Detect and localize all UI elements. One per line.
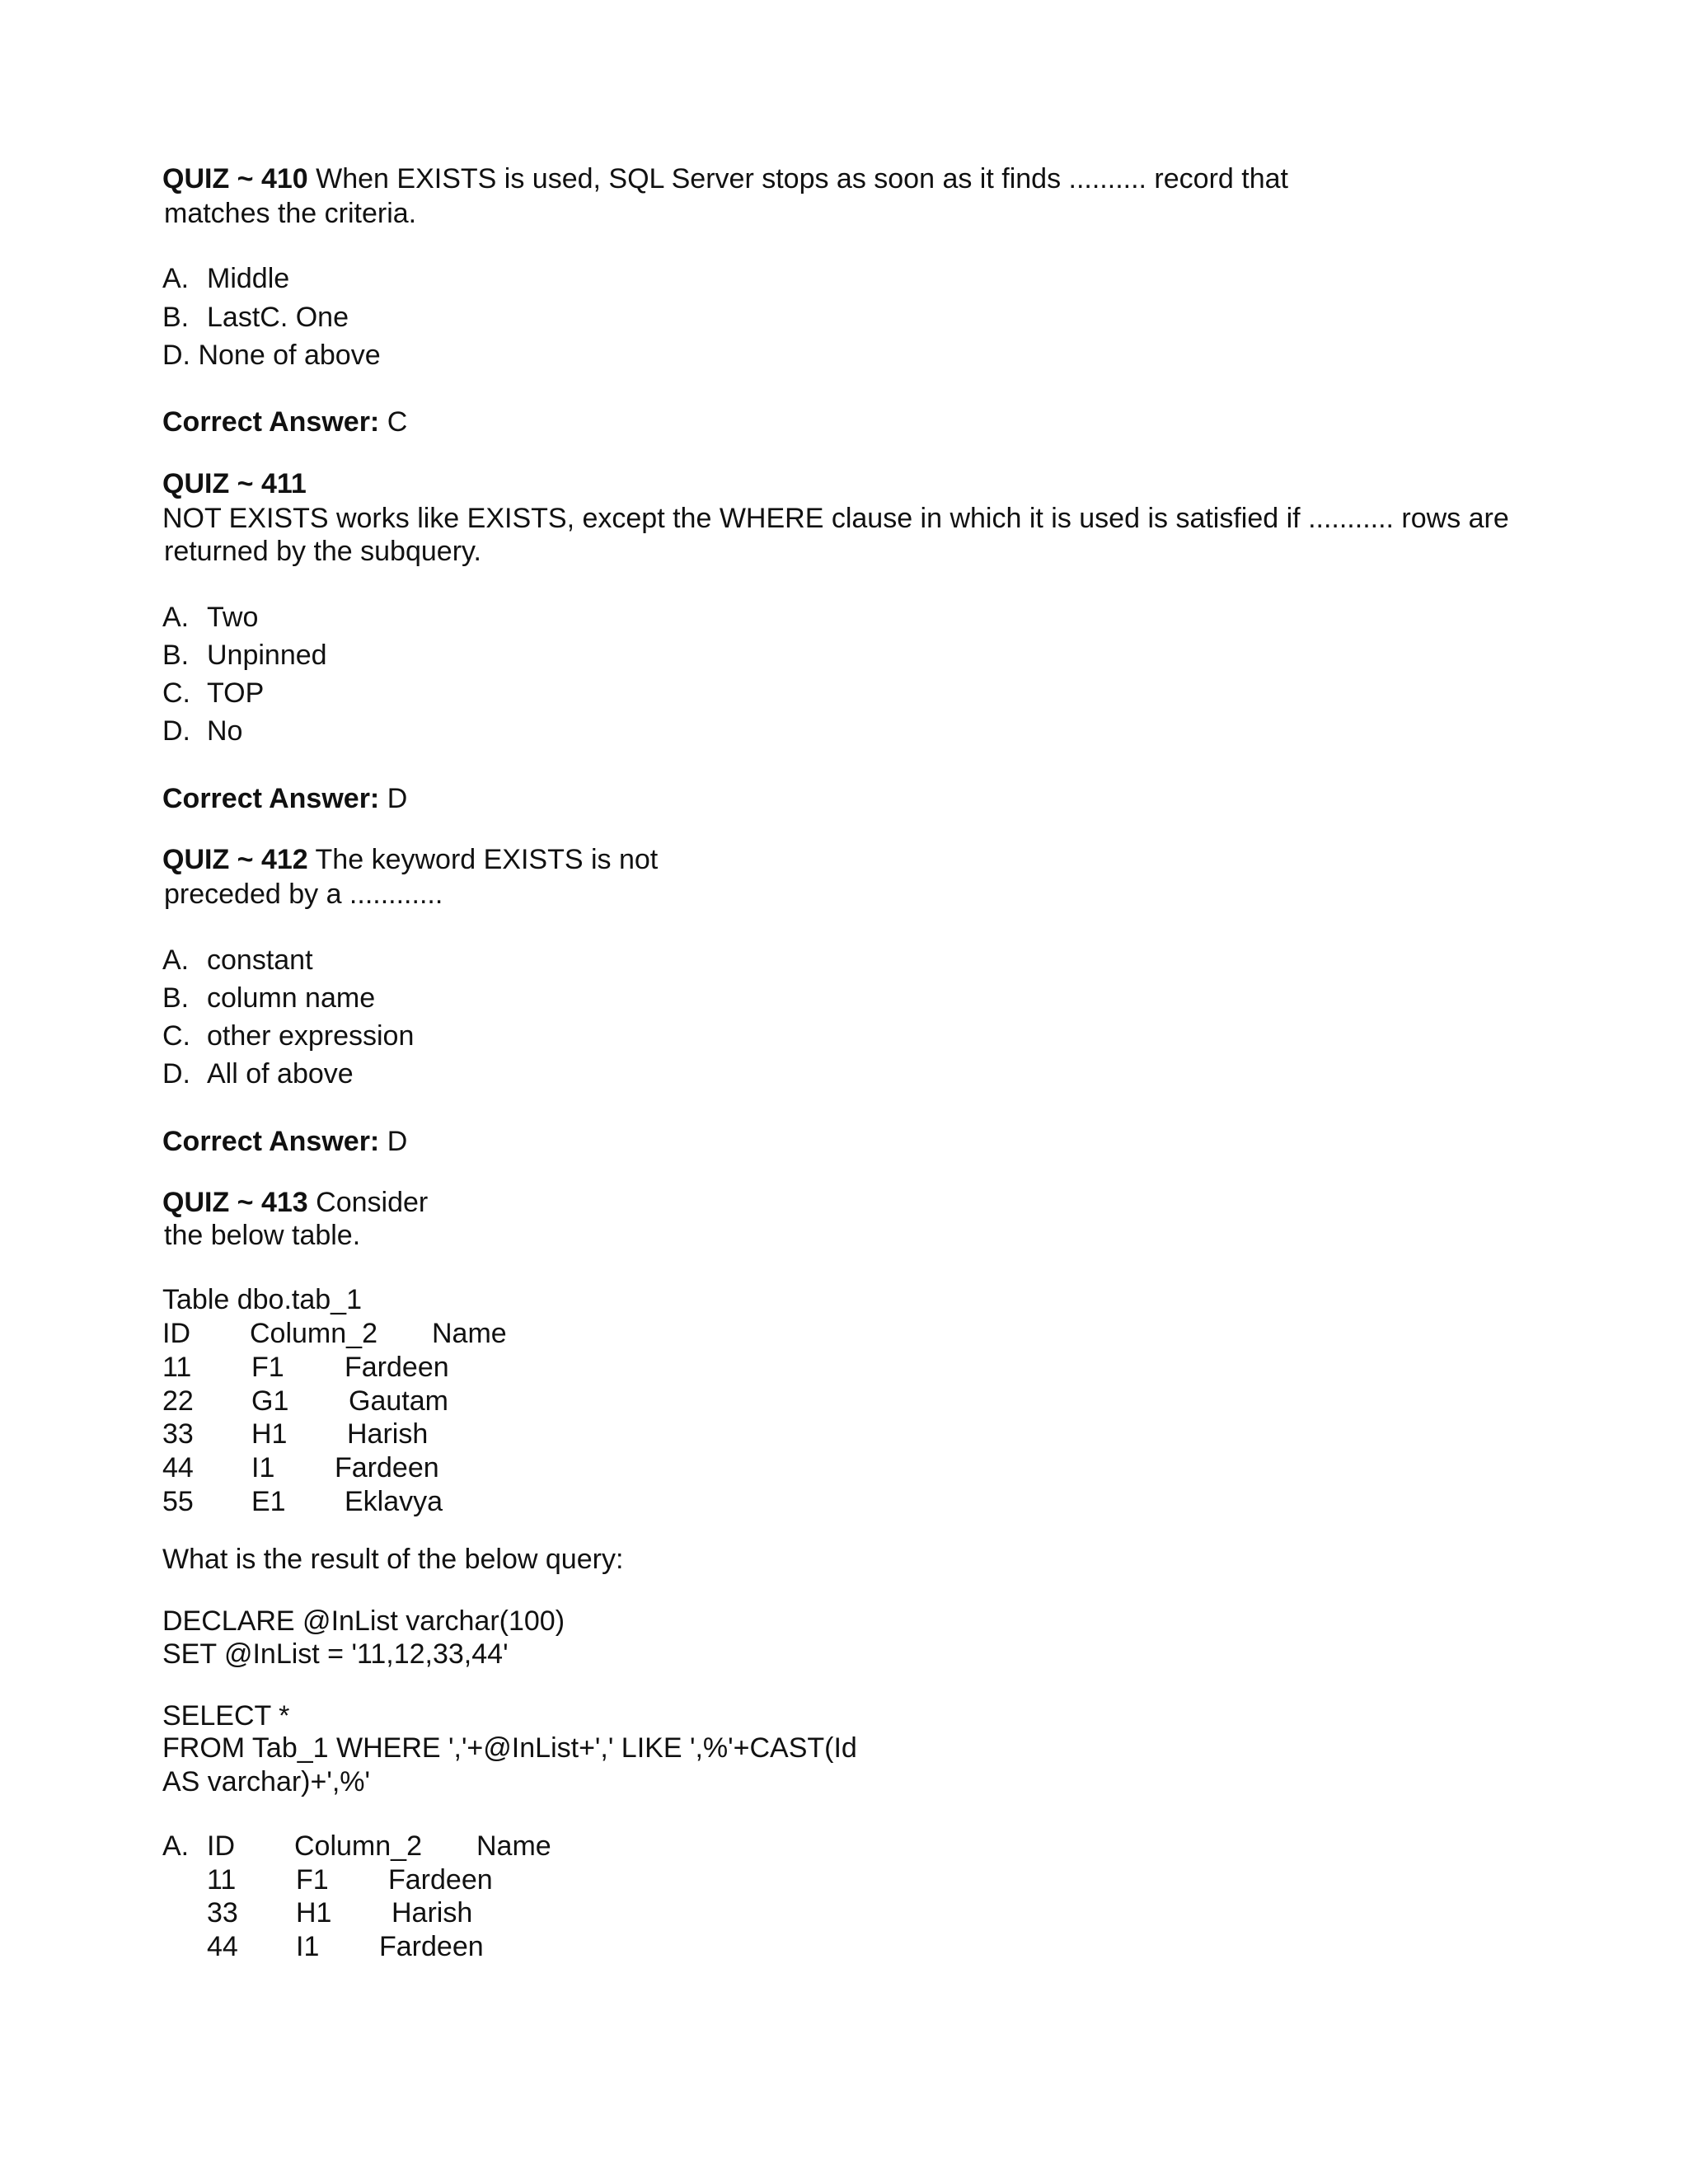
option-text: Unpinned <box>207 640 327 671</box>
option-text: constant <box>207 944 313 976</box>
table-cell: Gautam <box>349 1385 448 1417</box>
quiz-412-option-b <box>162 981 375 1015</box>
option-letter: A. <box>162 263 190 294</box>
option-letter: C. <box>162 1020 190 1052</box>
option-letter: A. <box>162 1830 190 1862</box>
table-cell: H1 <box>296 1897 332 1929</box>
option-letter: D. <box>162 715 190 747</box>
correct-answer-value: D <box>379 783 408 814</box>
option-text: column name <box>207 982 376 1014</box>
option-letter: A. <box>162 944 190 976</box>
code-line-1: DECLARE @InList varchar(100) <box>162 1605 565 1637</box>
quiz-412-correct-answer <box>162 1124 407 1159</box>
table-cell: I1 <box>251 1452 275 1483</box>
table-cell: Harish <box>392 1897 473 1929</box>
option-letter: A. <box>162 602 190 633</box>
table-cell: I1 <box>296 1931 320 1962</box>
correct-answer-value: C <box>379 406 408 438</box>
table-cell: 44 <box>207 1931 238 1962</box>
code-line-4: FROM Tab_1 WHERE ','+@InList+',' LIKE ',%'+CAST(Id <box>162 1732 857 1764</box>
table-cell: Fardeen <box>388 1864 493 1896</box>
table-cell: 44 <box>162 1452 194 1483</box>
table-cell: 22 <box>162 1385 194 1417</box>
quiz-413-question-line-1 <box>162 1185 428 1220</box>
table-cell: 11 <box>162 1352 192 1383</box>
quiz-410-option-b <box>162 300 349 335</box>
quiz-410-question-line-1 <box>162 162 1288 196</box>
table-cell: Fardeen <box>335 1452 439 1483</box>
quiz-412-option-d <box>162 1057 354 1091</box>
option-text: other expression <box>207 1020 415 1052</box>
code-line-5: AS varchar)+',%' <box>162 1766 371 1797</box>
quiz-410-option-a <box>162 261 289 296</box>
quiz-412-question-line-1 <box>162 842 658 877</box>
table-cell: G1 <box>251 1385 289 1417</box>
table-cell: 11 <box>207 1864 237 1896</box>
option-letter: C. <box>162 677 190 709</box>
code-line-2: SET @InList = '11,12,33,44' <box>162 1638 509 1670</box>
option-text: Middle <box>207 263 290 294</box>
option-letter: B. <box>162 982 190 1014</box>
option-text: TOP <box>207 677 265 709</box>
table-cell: 55 <box>162 1486 194 1517</box>
table-header-name: Name <box>432 1318 507 1349</box>
quiz-411-question-line-1: NOT EXISTS works like EXISTS, except the WHERE clause in which it is used is satisfied if ........... rows are <box>162 503 1509 534</box>
quiz-410-question-line-2: matches the criteria. <box>164 198 417 229</box>
table-header-id: ID <box>162 1318 190 1349</box>
correct-answer-label: Correct Answer: <box>162 406 380 438</box>
quiz-410-correct-answer <box>162 405 407 439</box>
quiz-413-text-1: Consider <box>307 1187 429 1218</box>
quiz-412-text-1: The keyword EXISTS is not <box>307 844 659 875</box>
quiz-412-question-line-2: preceded by a ............ <box>164 879 443 910</box>
correct-answer-label: Correct Answer: <box>162 783 380 814</box>
table-cell: Eklavya <box>345 1486 443 1517</box>
quiz-411-label: QUIZ ~ 411 <box>162 468 307 499</box>
table-cell: Fardeen <box>345 1352 449 1383</box>
quiz-411-question-line-2: returned by the subquery. <box>164 536 481 567</box>
quiz-411-option-a <box>162 600 258 635</box>
option-letter: B. <box>162 640 190 671</box>
option-a-header-name: Name <box>476 1830 551 1862</box>
quiz-412-option-c <box>162 1019 414 1053</box>
table-header-column-2: Column_2 <box>250 1318 377 1349</box>
quiz-412-label: QUIZ ~ 412 <box>162 844 308 875</box>
option-letter: D. <box>162 1058 190 1090</box>
table-cell: Harish <box>347 1418 429 1450</box>
option-a-header-id: ID <box>207 1830 235 1862</box>
quiz-411-option-d <box>162 714 242 748</box>
quiz-411-option-b <box>162 638 327 673</box>
quiz-410-label: QUIZ ~ 410 <box>162 163 308 194</box>
option-letter: B. <box>162 302 190 333</box>
table-cell: Fardeen <box>379 1931 484 1962</box>
quiz-413-label: QUIZ ~ 413 <box>162 1187 308 1218</box>
quiz-413-question-line-2: the below table. <box>164 1220 361 1251</box>
quiz-410-option-d: D. None of above <box>162 340 381 371</box>
quiz-412-option-a <box>162 943 313 977</box>
table-cell: 33 <box>207 1897 238 1929</box>
quiz-411-correct-answer <box>162 781 407 816</box>
code-line-3: SELECT * <box>162 1700 290 1732</box>
quiz-410-text-1: When EXISTS is used, SQL Server stops as soon as it finds .......... record that <box>307 163 1288 194</box>
table-cell: E1 <box>251 1486 286 1517</box>
correct-answer-label: Correct Answer: <box>162 1126 380 1157</box>
option-a-header-column-2: Column_2 <box>294 1830 422 1862</box>
option-text: All of above <box>207 1058 354 1090</box>
table-cell: 33 <box>162 1418 194 1450</box>
option-text: LastC. One <box>207 302 349 333</box>
table-title: Table dbo.tab_1 <box>162 1284 362 1315</box>
table-cell: F1 <box>296 1864 329 1896</box>
option-text: Two <box>207 602 259 633</box>
option-text: No <box>207 715 243 747</box>
table-cell: F1 <box>251 1352 284 1383</box>
quiz-411-option-c <box>162 676 264 710</box>
table-cell: H1 <box>251 1418 288 1450</box>
correct-answer-value: D <box>379 1126 408 1157</box>
quiz-413-question-prompt: What is the result of the below query: <box>162 1544 624 1575</box>
